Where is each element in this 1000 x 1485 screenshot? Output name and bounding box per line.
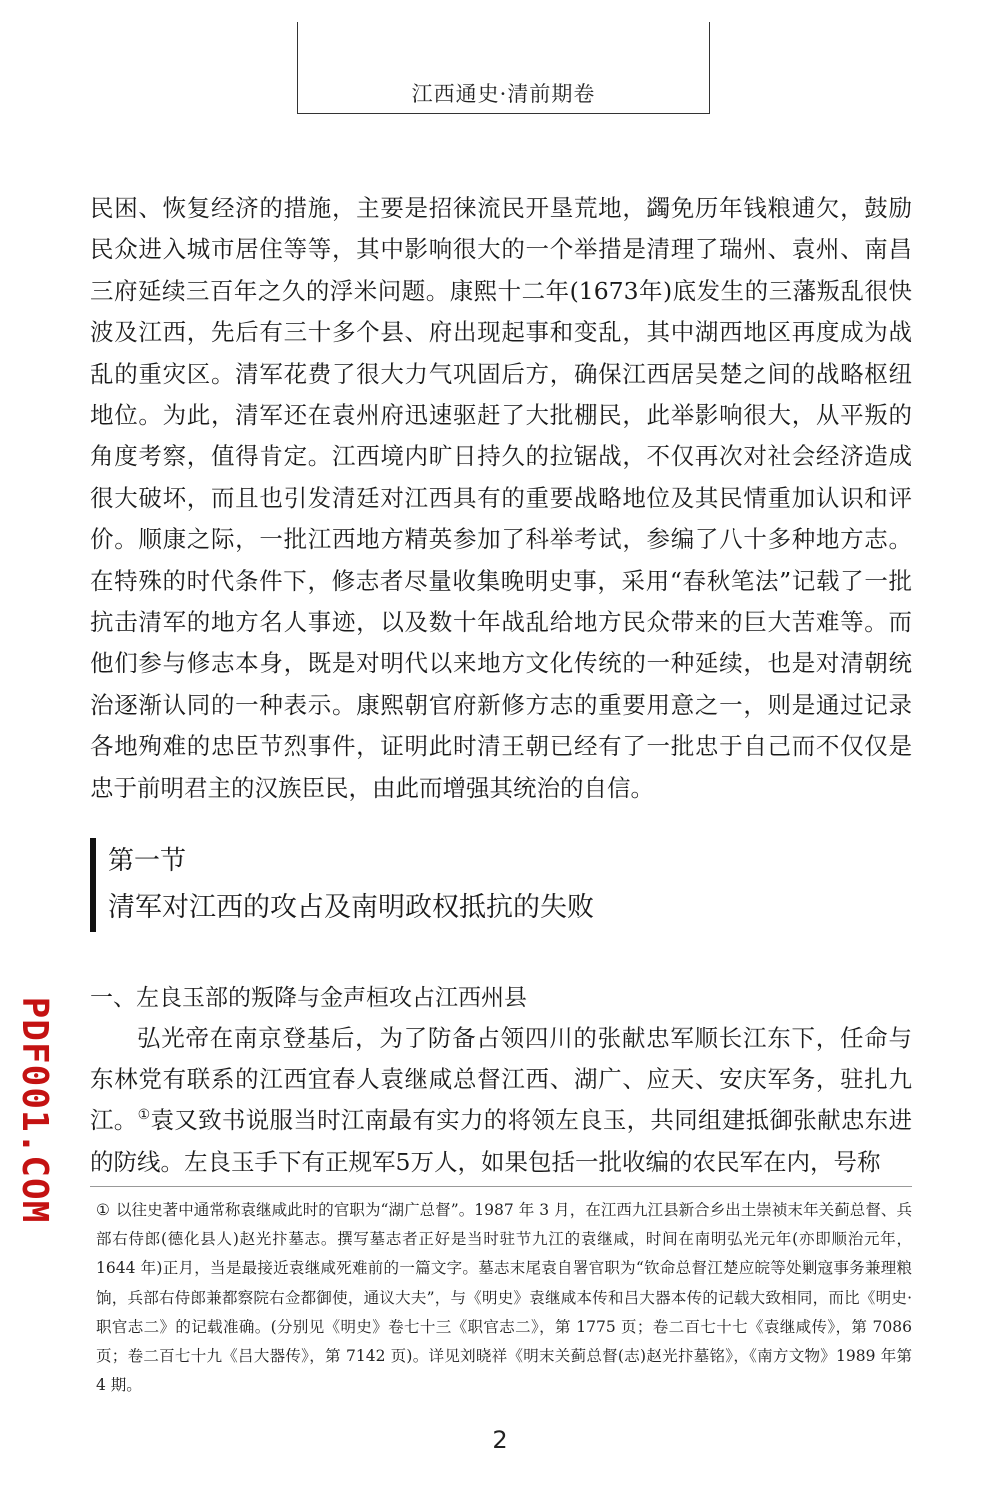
subsection-paragraph — [90, 1018, 912, 1183]
subsection-title: 一、左良玉部的叛降与金声桓攻占江西州县 — [90, 985, 527, 1011]
watermark: PDF001.COM — [14, 996, 55, 1224]
intro-text — [90, 188, 912, 809]
section-heading — [90, 838, 730, 932]
subsection-body — [90, 1018, 912, 1183]
footnote-text: 以往史著中通常称袁继咸此时的官职为“湖广总督”。1987 年 3 月，在江西九江县新合乡出土崇祯末年关蓟总督、兵部右侍郎(德化县人)赵光抃墓志。撰写墓志者正好是当时驻节九江的袁继咸，时间在南明弘光元年(亦即顺治元年，1644 年)正月，当是最接近袁继咸死难前的一篇文字。墓志末尾袁自署官职为“钦命总督江楚应皖等处剿寇事务兼理粮饷，兵部右侍郎兼都察院右佥都御使，通议大夫”，与《明史》袁继咸本传和吕大器本传的记载大致相同，而比《明史·职官志二》的记载准确。(分别见《明史》卷七十三《职官志二》，第 1775 页；卷二百七十七《袁继咸传》，第 7086 页；卷二百七十九《吕大器传》，第 7142 页)。详见刘晓祥《明末关蓟总督(志)赵光抃墓铭》，《南方文物》1989 年第 4 期。 — [96, 1201, 912, 1395]
footnote — [96, 1196, 912, 1400]
running-header — [297, 22, 710, 114]
paragraph-text-before-ref: 弘光帝在南京登基后，为了防备占领四川的张献忠军顺长江东下，任命与东林党有联系的江西宜春人袁继咸总督江西、湖广、应天、安庆军务，驻扎九江。 — [90, 1024, 912, 1135]
intro-paragraph: 民困、恢复经济的措施，主要是招徕流民开垦荒地，蠲免历年钱粮逋欠，鼓励民众进入城市居住等等，其中影响很大的一个举措是清理了瑞州、袁州、南昌三府延续三百年之久的浮米问题。康熙十二年(1673年)底发生的三藩叛乱很快波及江西，先后有三十多个县、府出现起事和变乱，其中湖西地区再度成为战乱的重灾区。清军花费了很大力气巩固后方，确保江西居吴楚之间的战略枢纽地位。为此，清军还在袁州府迅速驱赶了大批棚民，此举影响很大，从平叛的角度考察，值得肯定。江西境内旷日持久的拉锯战，不仅再次对社会经济造成很大破坏，而且也引发清廷对江西具有的重要战略地位及其民情重加认识和评价。顺康之际，一批江西地方精英参加了科举考试，参编了八十多种地方志。在特殊的时代条件下，修志者尽量收集晚明史事，采用“春秋笔法”记载了一批抗击清军的地方名人事迹，以及数十年战乱给地方民众带来的巨大苦难等。而他们参与修志本身，既是对明代以来地方文化传统的一种延续，也是对清朝统治逐渐认同的一种表示。康熙朝官府新修方志的重要用意之一，则是通过记录各地殉难的忠臣节烈事件，证明此时清王朝已经有了一批忠于自己而不仅仅是忠于前明君主的汉族臣民，由此而增强其统治的自信。 — [90, 194, 912, 802]
page-number: 2 — [492, 1426, 508, 1454]
running-header-title: 江西通史·清前期卷 — [411, 82, 596, 106]
section-number: 第一节 — [108, 846, 187, 876]
footnote-paragraph — [96, 1196, 912, 1400]
footnote-mark: ① — [96, 1201, 110, 1219]
section-title: 清军对江西的攻占及南明政权抵抗的失败 — [108, 892, 594, 923]
footnote-reference[interactable]: ① — [137, 1107, 151, 1124]
paragraph-text-after-ref: 袁又致书说服当时江南最有实力的将领左良玉，共同组建抵御张献忠东进的防线。左良玉手下有正规军5万人，如果包括一批收编的农民军在内，号称 — [90, 1106, 912, 1176]
footnote-divider — [90, 1186, 912, 1187]
